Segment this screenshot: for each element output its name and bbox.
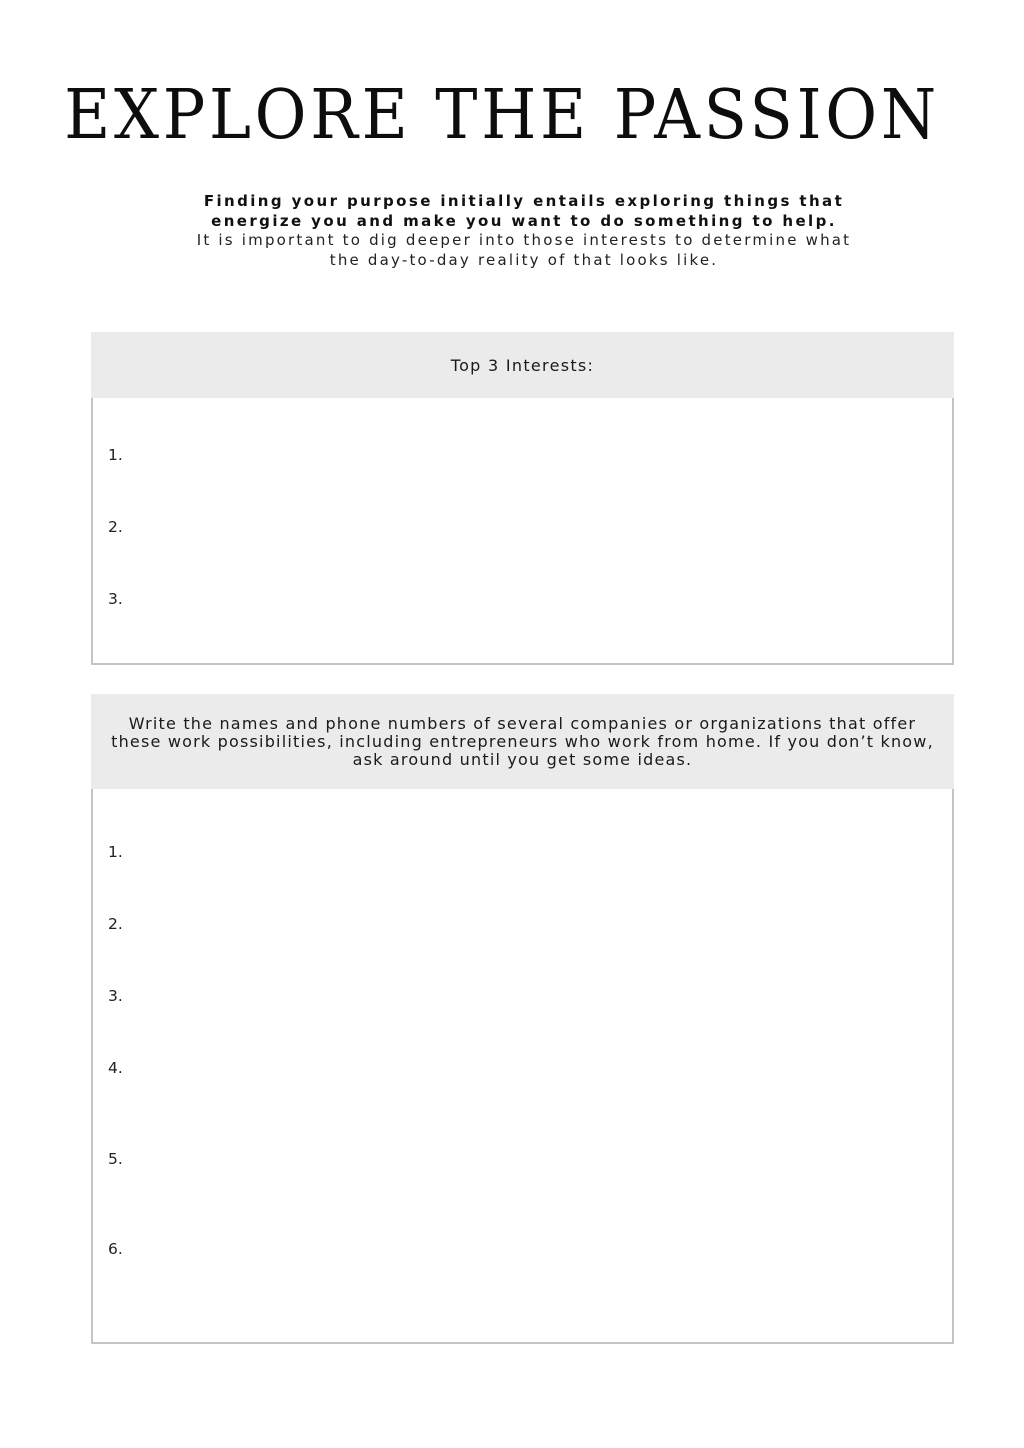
company-item-5: 5. (108, 1150, 123, 1168)
intro-line-3: It is important to dig deeper into those interests to determine what (196, 231, 852, 249)
interests-box-body[interactable] (91, 398, 954, 665)
company-item-2: 2. (108, 915, 123, 933)
company-item-3: 3. (108, 987, 123, 1005)
intro-text (112, 192, 936, 270)
company-item-6: 6. (108, 1240, 123, 1258)
interest-item-3: 3. (108, 590, 123, 608)
company-item-4: 4. (108, 1059, 123, 1077)
interests-box-header: Top 3 Interests: (91, 332, 954, 398)
interest-item-1: 1. (108, 446, 123, 464)
intro-bold-line-2: energize you and make you want to do something to help. (211, 211, 837, 230)
companies-box-header: Write the names and phone numbers of several companies or organizations that offer these work possibilities, including entrepreneurs who work from home. If you don’t know, ask around until you get some ideas. (91, 694, 954, 789)
intro-bold-line-1: Finding your purpose initially entails exploring things that (203, 192, 845, 210)
companies-box (91, 694, 954, 1344)
intro-line-4: the day-to-day reality of that looks like. (329, 250, 719, 269)
companies-box-body[interactable] (91, 789, 954, 1344)
company-item-1: 1. (108, 843, 123, 861)
interest-item-2: 2. (108, 518, 123, 536)
interests-box (91, 332, 954, 665)
page-title: EXPLORE THE PASSION (64, 76, 940, 155)
